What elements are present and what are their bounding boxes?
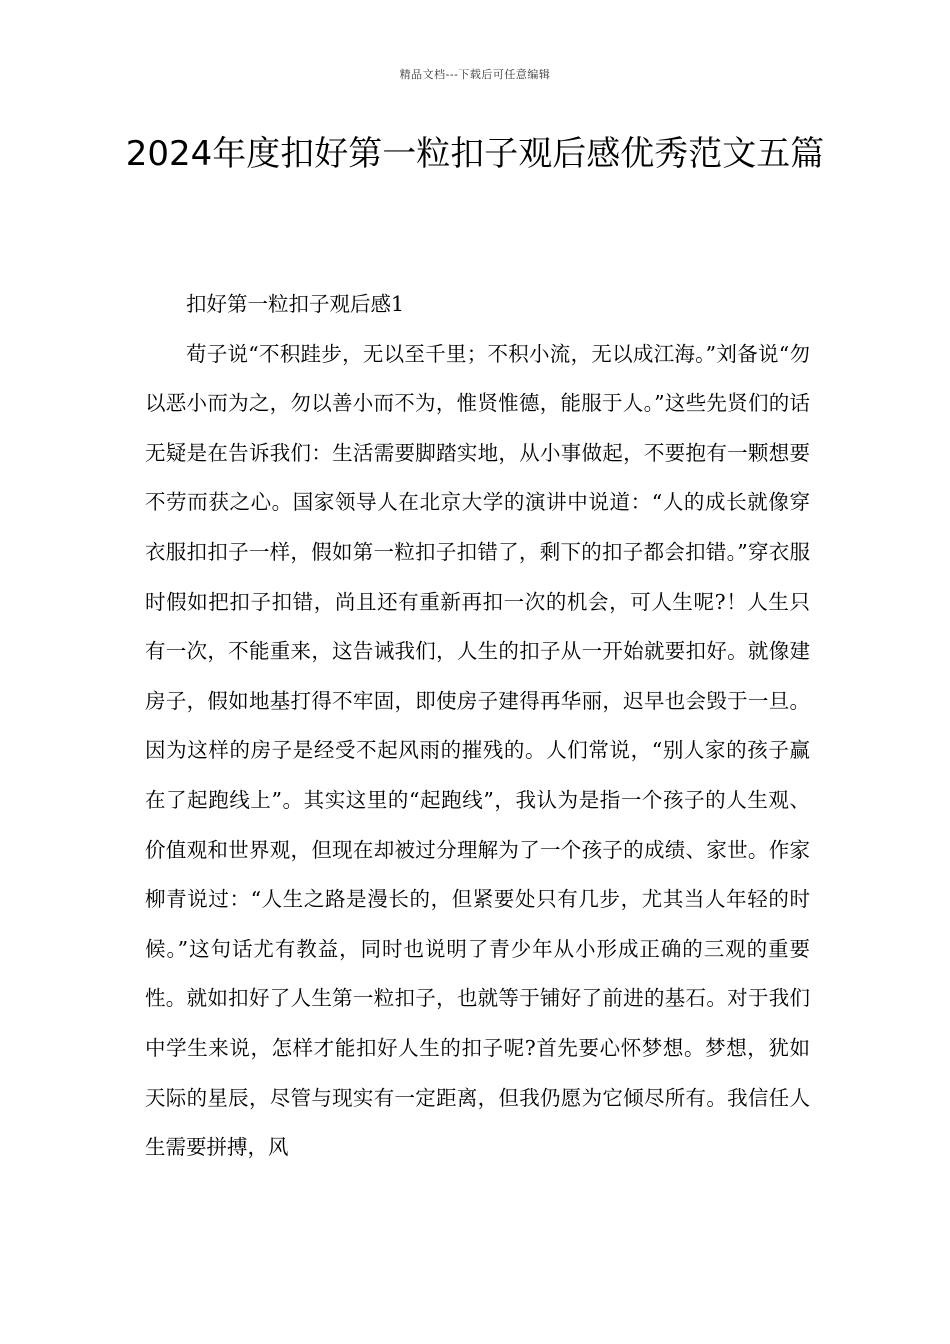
document-title: 2024年度扣好第一粒扣子观后感优秀范文五篇 (125, 134, 825, 174)
header-note: 精品文档---下载后可任意编辑 (399, 68, 551, 81)
section-heading: 扣好第一粒扣子观后感1 (186, 292, 405, 316)
document-body (145, 280, 810, 1173)
body-paragraph: 荀子说“不积跬步，无以至千里；不积小流，无以成江海。”刘备说“勿以恶小而为之，勿以善小而不为，惟贤惟德，能服于人。”这些先贤们的话无疑是在告诉我们：生活需要脚踏实地，从小事做起，不要抱有一颗想要不劳而获之心。国家领导人在北京大学的演讲中说道：“人的成长就像穿衣服扣扣子一样，假如第一粒扣子扣错了，剩下的扣子都会扣错。”穿衣服时假如把扣子扣错，尚且还有重新再扣一次的机会，可人生呢?！人生只有一次，不能重来，这告诫我们，人生的扣子从一开始就要扣好。就像建房子，假如地基打得不牢固，即使房子建得再华丽，迟早也会毁于一旦。因为这样的房子是经受不起风雨的摧残的。人们常说，“别人家的孩子赢在了起跑线上”。其实这里的“起跑线”，我认为是指一个孩子的人生观、价值观和世界观，但现在却被过分理解为了一个孩子的成绩、家世。作家柳青说过：“人生之路是漫长的，但紧要处只有几步，尤其当人年轻的时候。”这句话尤有教益，同时也说明了青少年从小形成正确的三观的重要性。就如扣好了人生第一粒扣子，也就等于铺好了前进的基石。对于我们中学生来说，怎样才能扣好人生的扣子呢?首先要心怀梦想。梦想，犹如天际的星辰，尽管与现实有一定距离，但我仍愿为它倾尽所有。我信任人生需要拼搏，风 (145, 341, 810, 1160)
